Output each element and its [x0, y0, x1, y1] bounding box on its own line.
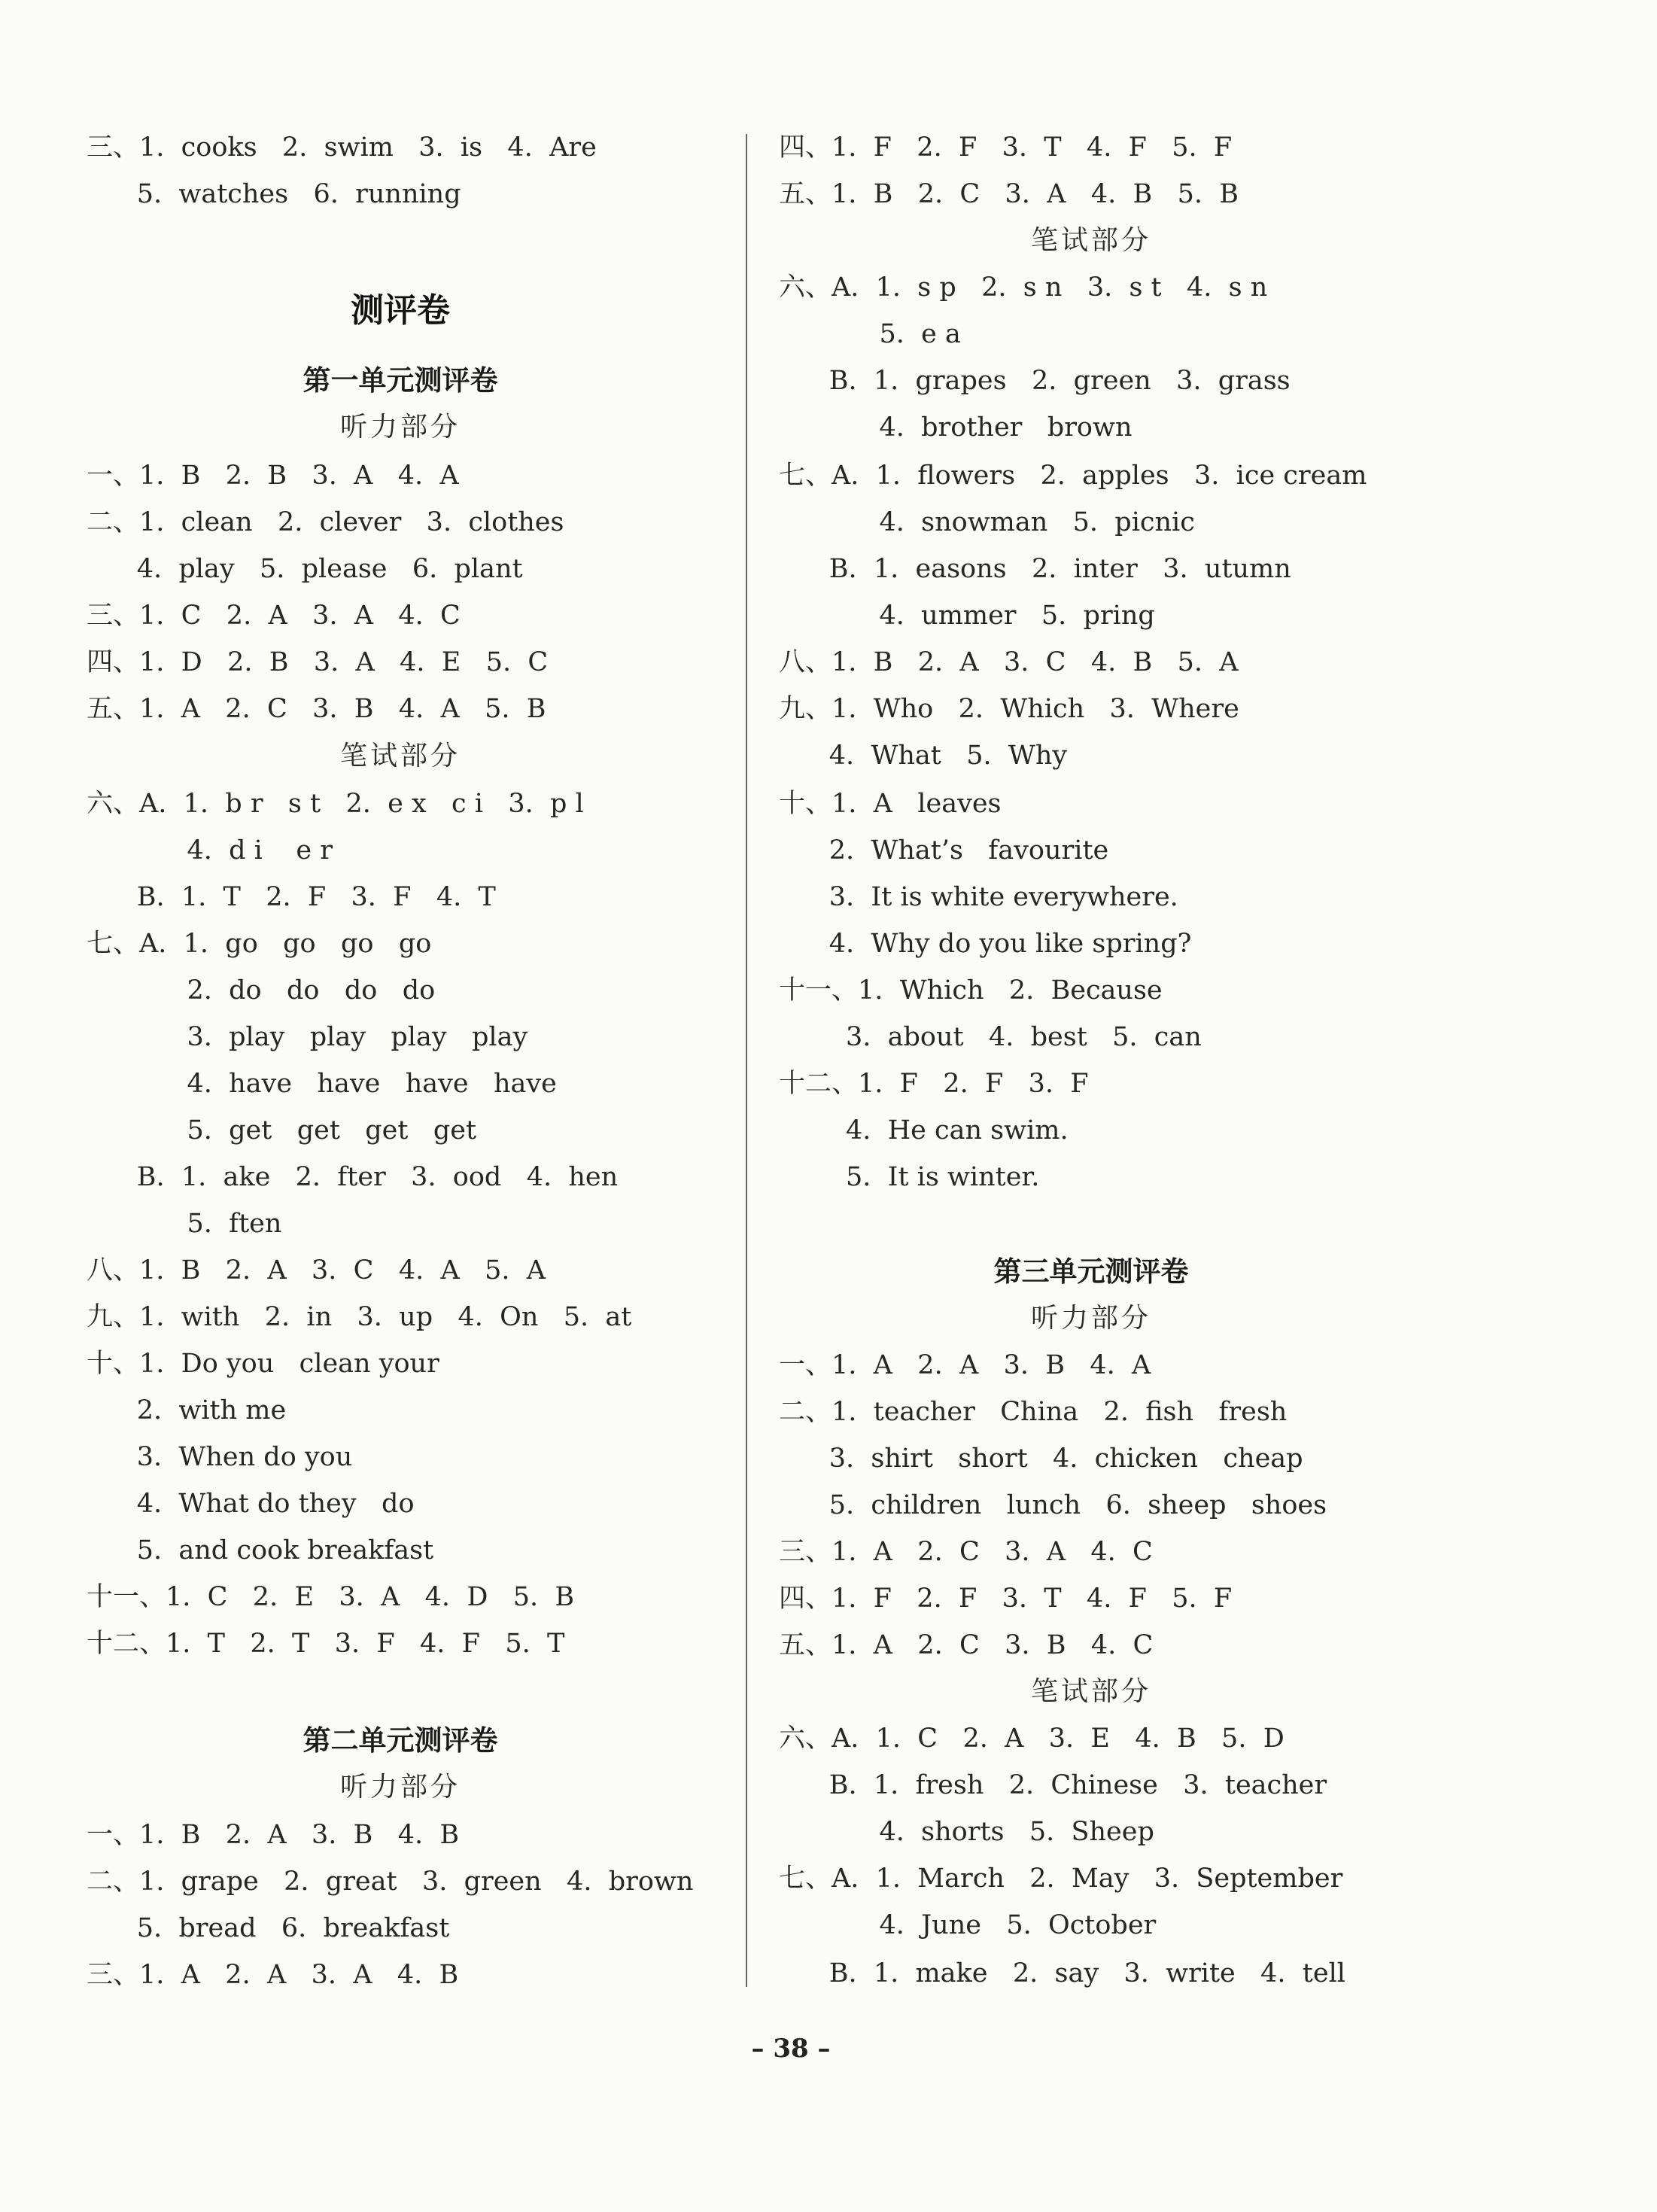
answer-line: 4. He can swim.: [779, 1115, 1069, 1146]
answer-line: 十一、1. C 2. E 3. A 4. D 5. B: [87, 1582, 575, 1612]
unit3-listening-heading: 听力部分: [1030, 1303, 1151, 1334]
answer-line: 六、A. 1. b r s t 2. e x c i 3. p l: [87, 789, 584, 819]
answer-line: 4. brother brown: [779, 412, 1133, 443]
answer-line: 4. What do they do: [87, 1489, 415, 1519]
answer-line: 三、1. A 2. C 3. A 4. C: [779, 1537, 1153, 1567]
answer-line: 七、A. 1. go go go go: [87, 929, 432, 959]
answer-line: 4. have have have have: [87, 1069, 557, 1099]
answer-line: 十、1. A leaves: [779, 789, 1002, 819]
answer-line: 5. watches 6. running: [87, 179, 461, 209]
answer-line: 一、1. B 2. A 3. B 4. B: [87, 1820, 460, 1850]
answer-line: 2. do do do do: [87, 975, 436, 1006]
answer-line: 4. d i e r: [87, 835, 333, 866]
answer-line: B. 1. easons 2. inter 3. utumn: [779, 554, 1291, 584]
answer-line: 八、1. B 2. A 3. C 4. A 5. A: [87, 1255, 546, 1286]
answer-line: 2. What’s favourite: [779, 835, 1109, 866]
answer-line: 二、1. teacher China 2. fish fresh: [779, 1397, 1288, 1427]
answer-line: 5. It is winter.: [779, 1162, 1040, 1192]
answer-line: 3. When do you: [87, 1442, 353, 1472]
answer-line: B. 1. ake 2. fter 3. ood 4. hen: [87, 1162, 619, 1192]
answer-line: 4. What 5. Why: [779, 741, 1068, 771]
written-heading: 笔试部分: [1030, 225, 1151, 256]
answer-line: 3. about 4. best 5. can: [779, 1022, 1202, 1052]
answer-line: 4. snowman 5. picnic: [779, 507, 1195, 537]
answer-line: 六、A. 1. C 2. A 3. E 4. B 5. D: [779, 1724, 1285, 1754]
answer-line: 5. get get get get: [87, 1115, 477, 1146]
answer-line: 十二、1. T 2. T 3. F 4. F 5. T: [87, 1629, 565, 1659]
answer-line: B. 1. fresh 2. Chinese 3. teacher: [779, 1770, 1327, 1800]
page-number: – 38 –: [751, 2034, 831, 2064]
answer-line: 十一、1. Which 2. Because: [779, 975, 1163, 1006]
answer-line: 七、A. 1. March 2. May 3. September: [779, 1864, 1343, 1894]
answer-line: 九、1. with 2. in 3. up 4. On 5. at: [87, 1302, 632, 1332]
answer-line: 五、1. A 2. C 3. B 4. A 5. B: [87, 694, 546, 724]
section-title: 测评卷: [351, 291, 450, 330]
unit2-title: 第二单元测评卷: [303, 1724, 498, 1757]
unit3-written-heading: 笔试部分: [1030, 1676, 1151, 1707]
answer-line: 二、1. grape 2. great 3. green 4. brown: [87, 1867, 694, 1897]
answer-line: 2. with me: [87, 1395, 287, 1425]
answer-line: 六、A. 1. s p 2. s n 3. s t 4. s n: [779, 272, 1268, 303]
answer-line: 一、1. A 2. A 3. B 4. A: [779, 1350, 1151, 1380]
answer-line: 3. shirt short 4. chicken cheap: [779, 1444, 1303, 1474]
answer-line: 一、1. B 2. B 3. A 4. A: [87, 461, 459, 491]
answer-line: 4. ummer 5. pring: [779, 601, 1155, 631]
answer-line: 三、1. C 2. A 3. A 4. C: [87, 601, 461, 631]
answer-line: 五、1. A 2. C 3. B 4. C: [779, 1630, 1154, 1660]
answer-line: 5. ften: [87, 1209, 282, 1239]
answer-line: 3. It is white everywhere.: [779, 882, 1178, 912]
answer-line: 5. e a: [779, 319, 961, 349]
answer-line: B. 1. T 2. F 3. F 4. T: [87, 882, 496, 912]
answer-line: 三、1. A 2. A 3. A 4. B: [87, 1960, 459, 1990]
answer-line: 三、1. cooks 2. swim 3. is 4. Are: [87, 132, 597, 163]
unit1-listening-heading: 听力部分: [339, 412, 461, 443]
unit3-title: 第三单元测评卷: [993, 1255, 1189, 1288]
answer-line: 五、1. B 2. C 3. A 4. B 5. B: [779, 179, 1239, 209]
column-divider: [746, 134, 747, 1987]
unit2-listening-heading: 听力部分: [339, 1772, 461, 1803]
answer-line: 4. Why do you like spring?: [779, 929, 1192, 959]
answer-line: 4. play 5. please 6. plant: [87, 554, 523, 584]
unit1-title: 第一单元测评卷: [303, 364, 498, 397]
answer-line: 5. bread 6. breakfast: [87, 1913, 450, 1943]
answer-line: 四、1. F 2. F 3. T 4. F 5. F: [779, 132, 1233, 163]
answer-line: 二、1. clean 2. clever 3. clothes: [87, 507, 564, 537]
answer-line: 八、1. B 2. A 3. C 4. B 5. A: [779, 647, 1239, 677]
answer-line: 七、A. 1. flowers 2. apples 3. ice cream: [779, 461, 1367, 491]
answer-line: 4. June 5. October: [779, 1910, 1157, 1940]
answer-line: 九、1. Who 2. Which 3. Where: [779, 694, 1239, 724]
answer-line: 四、1. F 2. F 3. T 4. F 5. F: [779, 1584, 1233, 1614]
answer-line: 5. and cook breakfast: [87, 1535, 434, 1565]
answer-line: 十、1. Do you clean your: [87, 1349, 439, 1379]
unit1-written-heading: 笔试部分: [339, 741, 461, 771]
answer-line: 4. shorts 5. Sheep: [779, 1817, 1154, 1847]
answer-line: 十二、1. F 2. F 3. F: [779, 1069, 1089, 1099]
answer-line: B. 1. grapes 2. green 3. grass: [779, 366, 1291, 396]
answer-line: 3. play play play play: [87, 1022, 528, 1052]
answer-line: 5. children lunch 6. sheep shoes: [779, 1490, 1327, 1520]
answer-line: B. 1. make 2. say 3. write 4. tell: [779, 1958, 1345, 1988]
answer-line: 四、1. D 2. B 3. A 4. E 5. C: [87, 647, 549, 677]
